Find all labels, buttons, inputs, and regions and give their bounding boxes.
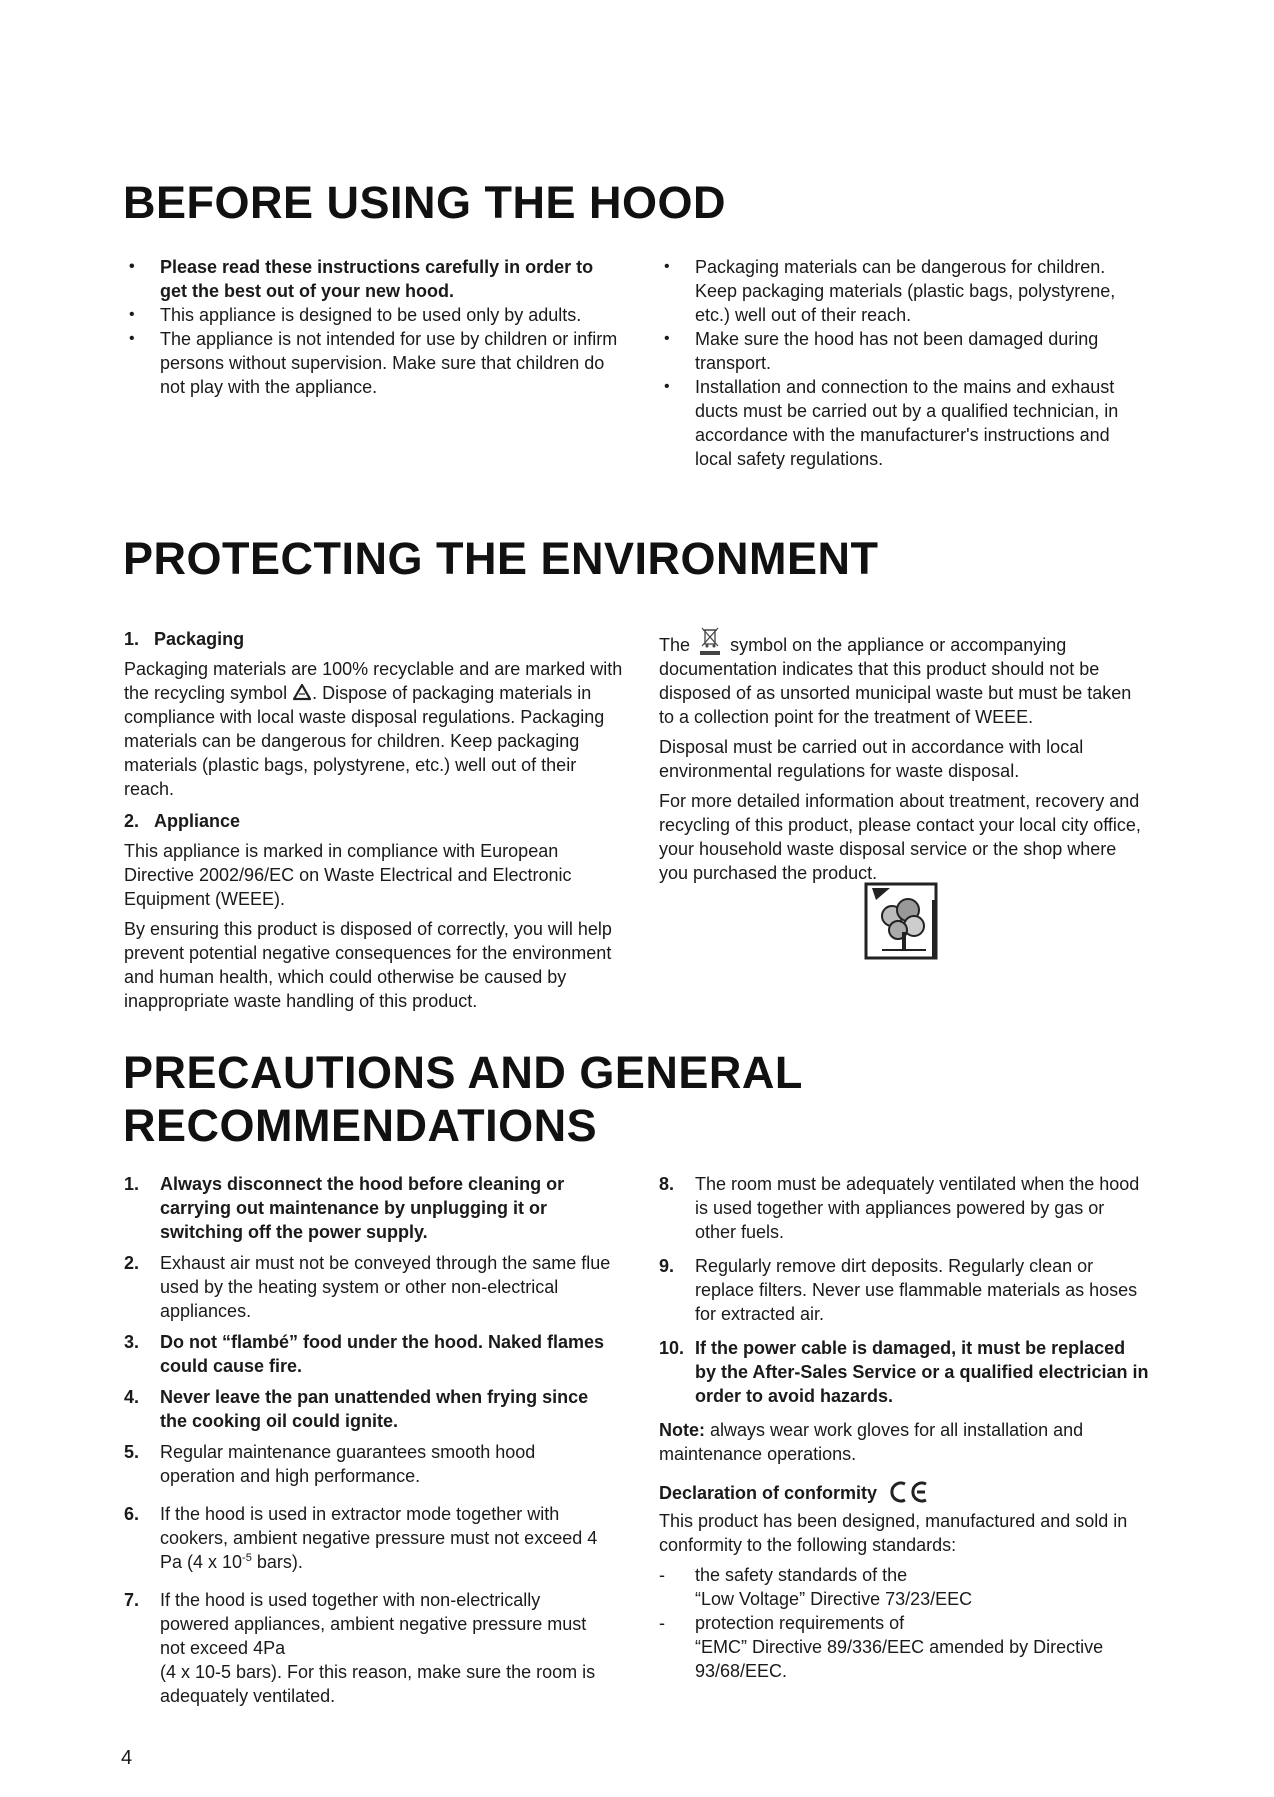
heading-protecting-environment: PROTECTING THE ENVIRONMENT <box>123 533 879 584</box>
list-item: 6. If the hood is used in extractor mode together with cookers, ambient negative pressure must not exceed 4 Pa (4 x $10^{-5}$ bars). <box>124 1504 598 1572</box>
list-item: 10. If the power cable is damaged, it must be replaced by the After-Sales Service or a qualified electrician in order to avoid hazards. <box>659 1338 1149 1406</box>
packaging-number: 1. <box>124 629 140 649</box>
before-using-right-column <box>659 255 1145 471</box>
list-item: • Make sure the hood has not been damaged during transport. <box>659 327 1145 375</box>
standards-list <box>659 1563 1149 1683</box>
appliance-subheading <box>124 809 624 833</box>
environment-right-column <box>659 627 1149 891</box>
appliance-paragraph-1: This appliance is marked in compliance with European Directive 2002/96/EC on Waste Electrical and Electronic Equipment (WEEE). <box>124 841 572 909</box>
list-item: 5. Regular maintenance guarantees smooth hood operation and high performance. <box>124 1442 536 1486</box>
heading-precautions-line-2: RECOMMENDATIONS <box>123 1100 598 1151</box>
precautions-left-column <box>124 1172 614 1715</box>
heading-before-using: BEFORE USING THE HOOD <box>123 177 727 228</box>
list-item: • The appliance is not intended for use by children or infirm persons without supervision. Make sure that children do not play with the appliance. <box>124 327 624 399</box>
before-using-left-column <box>124 255 624 399</box>
list-item: • Packaging materials can be dangerous for children. Keep packaging materials (plastic bags, polystyrene, etc.) well out of their reach. <box>659 255 1145 327</box>
list-item: 1. Always disconnect the hood before cleaning or carrying out maintenance by unplugging it or switching off the power supply. <box>124 1174 565 1242</box>
declaration-paragraph: This product has been designed, manufactured and sold in conformity to the following standards: <box>659 1511 1128 1555</box>
appliance-title: Appliance <box>154 811 241 831</box>
list-item: 8. The room must be adequately ventilated when the hood is used together with appliances powered by gas or other fuels. <box>659 1174 1140 1242</box>
list-item: • Installation and connection to the mains and exhaust ducts must be carried out by a qualified technician, in accordance with the manufacturer's instructions and local safety regulations. <box>659 375 1145 471</box>
list-item: • Please read these instructions carefully in order to get the best out of your new hood. <box>124 255 624 303</box>
packaging-subheading <box>124 627 624 651</box>
declaration-heading: Declaration of conformity <box>659 1480 1149 1505</box>
weee-paragraph: The symbol on the appliance or accompanying documentation indicates that this product should not be disposed of as unsorted municipal waste but must be taken to a collection point for the treatment of WEEE. <box>659 627 1149 729</box>
environment-left-column <box>124 627 624 1019</box>
heading-precautions-line-1: PRECAUTIONS AND GENERAL <box>123 1047 803 1098</box>
list-item: 2. Exhaust air must not be conveyed through the same flue used by the heating system or other non-electrical appliances. <box>124 1253 611 1321</box>
recycling-triangle-icon <box>292 683 312 701</box>
tree-eco-label-icon <box>862 880 942 962</box>
list-item: 4. Never leave the pan unattended when frying since the cooking oil could ignite. <box>124 1387 589 1431</box>
ce-mark-icon <box>888 1480 932 1504</box>
list-item: 3. Do not “flambé” food under the hood. Naked flames could cause fire. <box>124 1332 605 1376</box>
disposal-paragraph: Disposal must be carried out in accordance with local environmental regulations for waste disposal. <box>659 737 1084 781</box>
list-item: - protection requirements of “EMC” Directive 89/336/EEC amended by Directive 93/68/EEC. <box>659 1611 1149 1683</box>
packaging-title: Packaging <box>154 629 245 649</box>
more-info-paragraph: For more detailed information about treatment, recovery and recycling of this product, please contact your local city office, your household waste disposal service or the shop where you purchased the product. <box>659 791 1141 883</box>
list-item: - the safety standards of the “Low Voltage” Directive 73/23/EEC <box>659 1563 1149 1611</box>
page-number: 4 <box>121 1747 133 1769</box>
crossed-out-bin-icon <box>697 627 723 657</box>
list-item: 9. Regularly remove dirt deposits. Regularly clean or replace filters. Never use flammable materials as hoses for extracted air. <box>659 1256 1138 1324</box>
list-item: 7. If the hood is used together with non-electrically powered appliances, ambient negative pressure must not exceed 4Pa (4 x 10-5 bars). For this reason, make sure the room is adequately ventilated. <box>124 1590 596 1706</box>
precautions-right-column <box>659 1172 1149 1683</box>
note-paragraph: Note: always wear work gloves for all installation and maintenance operations. <box>659 1420 1084 1464</box>
appliance-paragraph-2: By ensuring this product is disposed of correctly, you will help prevent potential negative consequences for the environment and human health, which could otherwise be caused by inappropriate waste handling of this product. <box>124 919 612 1011</box>
packaging-paragraph: Packaging materials are 100% recyclable and are marked with the recycling symbol . Dispose of packaging materials in compliance with local waste disposal regulations. Packaging materials can be dangerous for children. Keep packaging materials (plastic bags, polystyrene, etc.) well out of their reach. <box>124 659 623 799</box>
appliance-number: 2. <box>124 811 140 831</box>
list-item: • This appliance is designed to be used only by adults. <box>124 303 624 327</box>
